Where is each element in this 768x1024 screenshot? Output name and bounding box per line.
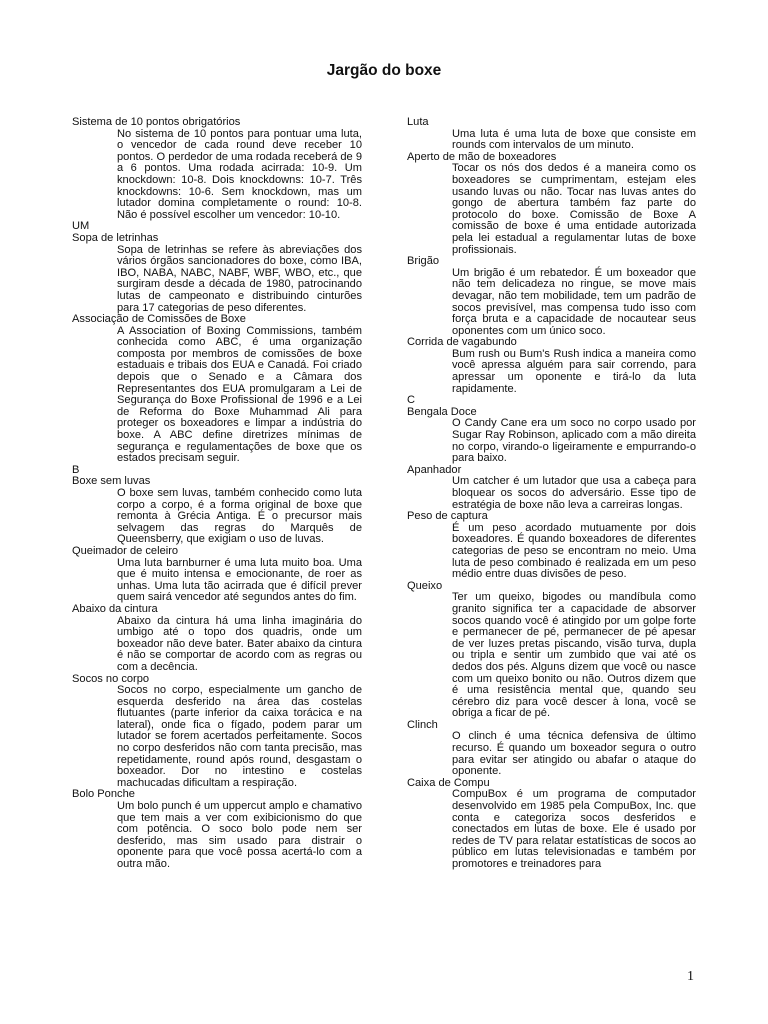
glossary-term: Queixo [407,579,443,592]
glossary-entry [407,337,696,395]
glossary-entry [407,152,696,256]
glossary-term: Bolo Ponche [72,788,135,801]
glossary-entry [72,604,362,674]
glossary-entry [72,117,362,221]
page-number: 1 [687,969,694,984]
glossary-entry [72,314,362,465]
glossary-term: Peso de captura [407,510,488,523]
glossary-entry [72,546,362,604]
glossary-definition: No sistema de 10 pontos para pontuar uma luta, o vencedor de cada round deve receber 10 pontos. O perdedor de uma rodada receberá de 9 a 6 pontos. Uma rodada acirrada: 10-9. Um knockdown: 10-8. Dois knockdowns: 10-7. Três knockdowns: 10-6. Sem knockdown, mas um lutador domina completamente o round: 10-8. Não é possível escolher um vencedor: 10-10. [117,127,362,221]
glossary-term: Associação de Comissões de Boxe [72,313,246,326]
glossary-definition: Socos no corpo, especialmente um gancho de esquerda desferido na área das costelas flutuantes (parte inferior da caixa torácica e na lateral), onde fica o fígado, podem parar um lutador se forem acertados perfeitamente. Socos no corpo desferidos não com tanta precisão, mas repetidamente, round após round, desgastam o boxeador. Dor no intestino e costelas machucadas dificultam a respiração. [117,684,362,789]
glossary-term: Sistema de 10 pontos obrigatórios [72,116,241,128]
glossary-term: Corrida de vagabundo [407,336,517,349]
glossary-term: UM [72,220,90,233]
glossary-entry [407,117,696,152]
glossary-definition: Um bolo punch é um uppercut amplo e chamativo que tem mais a ver com exibicionismo do que com potência. O soco bolo pode nem ser desferido, mas sim usado para distrair o oponente para que você possa acertá-lo com a outra mão. [117,800,362,870]
glossary-definition: Um brigão é um rebatedor. É um boxeador que não tem delicadeza no ringue, se move mais devagar, não tem mobilidade, tem um padrão de socos previsível, mas compensa tudo isso com força bruta e a capacidade de nocautear seus oponentes com um único soco. [452,266,696,337]
glossary-entry [72,789,362,870]
glossary-definition: Tocar os nós dos dedos é a maneira como os boxeadores se cumprimentam, estejam eles usando luvas ou não. Tocar nas luvas antes do gongo de abertura também faz parte do protocolo do boxe. Comissão de Boxe A comissão de boxe é uma entidade autorizada pela lei estadual a regulamentar lutas de boxe profissionais. [452,162,696,256]
glossary-entry [72,476,362,546]
glossary-term: Boxe sem luvas [72,475,151,488]
glossary-definition: A Association of Boxing Commissions, também conhecida como ABC, é uma organização composta por membros de comissões de boxe estaduais e tribais dos EUA e Canadá. Foi criado depois que o Senado e a Câmara dos Representantes dos EUA promulgaram a Lei de Segurança do Boxe Profissional de 1996 e a Lei de Reforma do Boxe Muhammad Ali para proteger os boxeadores e limpar a indústria do boxe. A ABC define diretrizes mínimas de segurança e regulamentações de boxe que os estados precisam seguir. [117,324,362,465]
glossary-term: Caixa de Compu [407,776,490,789]
glossary-definition: É um peso acordado mutuamente por dois boxeadores. É quando boxeadores de diferentes categorias de peso se encontram no meio. Uma luta de peso combinado é realizada em um peso médio entre duas divisões de peso. [452,521,696,581]
glossary-definition: O clinch é uma técnica defensiva de último recurso. É quando um boxeador segura o outro para evitar ser atingido ou abafar o ataque do oponente. [452,730,696,778]
glossary-definition: CompuBox é um programa de computador desenvolvido em 1985 pela CompuBox, Inc. que conta e categoriza socos desferidos e conectados em lutas de boxe. Ele é usado por redes de TV para relatar estatísticas de socos ao público em lutas televisionadas e também por promotores e treinadores para [452,788,696,870]
glossary-entry [407,720,696,778]
glossary-term: Bengala Doce [407,405,477,418]
glossary-definition: Uma luta é uma luta de boxe que consiste em rounds com intervalos de um minuto. [452,127,696,152]
glossary-term: Apanhador [407,463,462,476]
glossary-term: Abaixo da cintura [72,602,158,615]
glossary-entry [407,581,696,720]
glossary-term: Queimador de celeiro [72,544,179,557]
glossary-right-column [407,117,696,871]
page-title: Jargão do boxe [326,62,442,79]
glossary-definition: O Candy Cane era um soco no corpo usado por Sugar Ray Robinson, aplicado com a mão direita no corpo, virando-o ligeiramente e empurrando-o para baixo. [452,417,696,465]
glossary-term: B [72,463,80,476]
glossary-definition: Abaixo da cintura há uma linha imaginária do umbigo até o topo dos quadris, onde um boxeador não deve bater. Bater abaixo da cintura é não se comportar de acordo com as regras ou com a decência. [117,614,362,673]
glossary-definition: Um catcher é um lutador que usa a cabeça para bloquear os socos do adversário. Esse tipo de estratégia de boxe não leva a carreiras longas. [452,475,696,511]
glossary-entry [407,256,696,337]
glossary-term: Brigão [407,255,440,268]
glossary-entry [72,233,362,314]
glossary-entry [72,674,362,790]
glossary-term: Clinch [407,718,438,731]
glossary-definition: Ter um queixo, bigodes ou mandíbula como granito significa ter a capacidade de absorver socos quando você é atingido por um golpe forte e permanecer de pé, permanecer de pé apesar de ver luzes pretas piscando, visão turva, dupla ou tripla e sentir um zumbido que vai até os dedos dos pés. Alguns dizem que você ou nasce com um queixo bonito ou não. Outros dizem que é uma resistência mental que, quando seu cérebro diz para você descer à lona, você se obriga a ficar de pé. [452,591,696,720]
glossary-entry [407,407,696,465]
glossary-definition: Sopa de letrinhas se refere às abreviações dos vários órgãos sancionadores do boxe, como IBA, IBO, NABA, NABC, NABF, WBF, WBO, etc., que surgiram desde a década de 1980, patrocinando lutas de campeonato e distribuindo cinturões para 17 categorias de peso diferentes. [117,243,362,314]
glossary-term: Sopa de letrinhas [72,231,159,244]
glossary-definition: O boxe sem luvas, também conhecido como luta corpo a corpo, é a forma original de boxe que remonta à Grécia Antiga. É o precursor mais selvagem das regras do Marquês de Queensberry, que exigiam o uso de luvas. [117,487,362,546]
glossary-term: Socos no corpo [72,672,150,685]
glossary-entry [407,778,696,871]
glossary-definition: Uma luta barnburner é uma luta muito boa. Uma que é muito intensa e emocionante, de roer as unhas. Uma luta tão acirrada que é difícil prever quem sairá vencedor até segundos antes do fim. [117,556,362,604]
glossary-term: Aperto de mão de boxeadores [407,150,557,163]
glossary-entry [407,465,696,511]
glossary-term: Luta [407,116,429,128]
glossary-term: C [407,394,416,407]
glossary-entry [407,511,696,581]
glossary-definition: Bum rush ou Bum's Rush indica a maneira como você apressa alguém para sair correndo, para apressar um oponente e tirá-lo da luta rapidamente. [452,347,696,395]
glossary-left-column [72,117,362,871]
